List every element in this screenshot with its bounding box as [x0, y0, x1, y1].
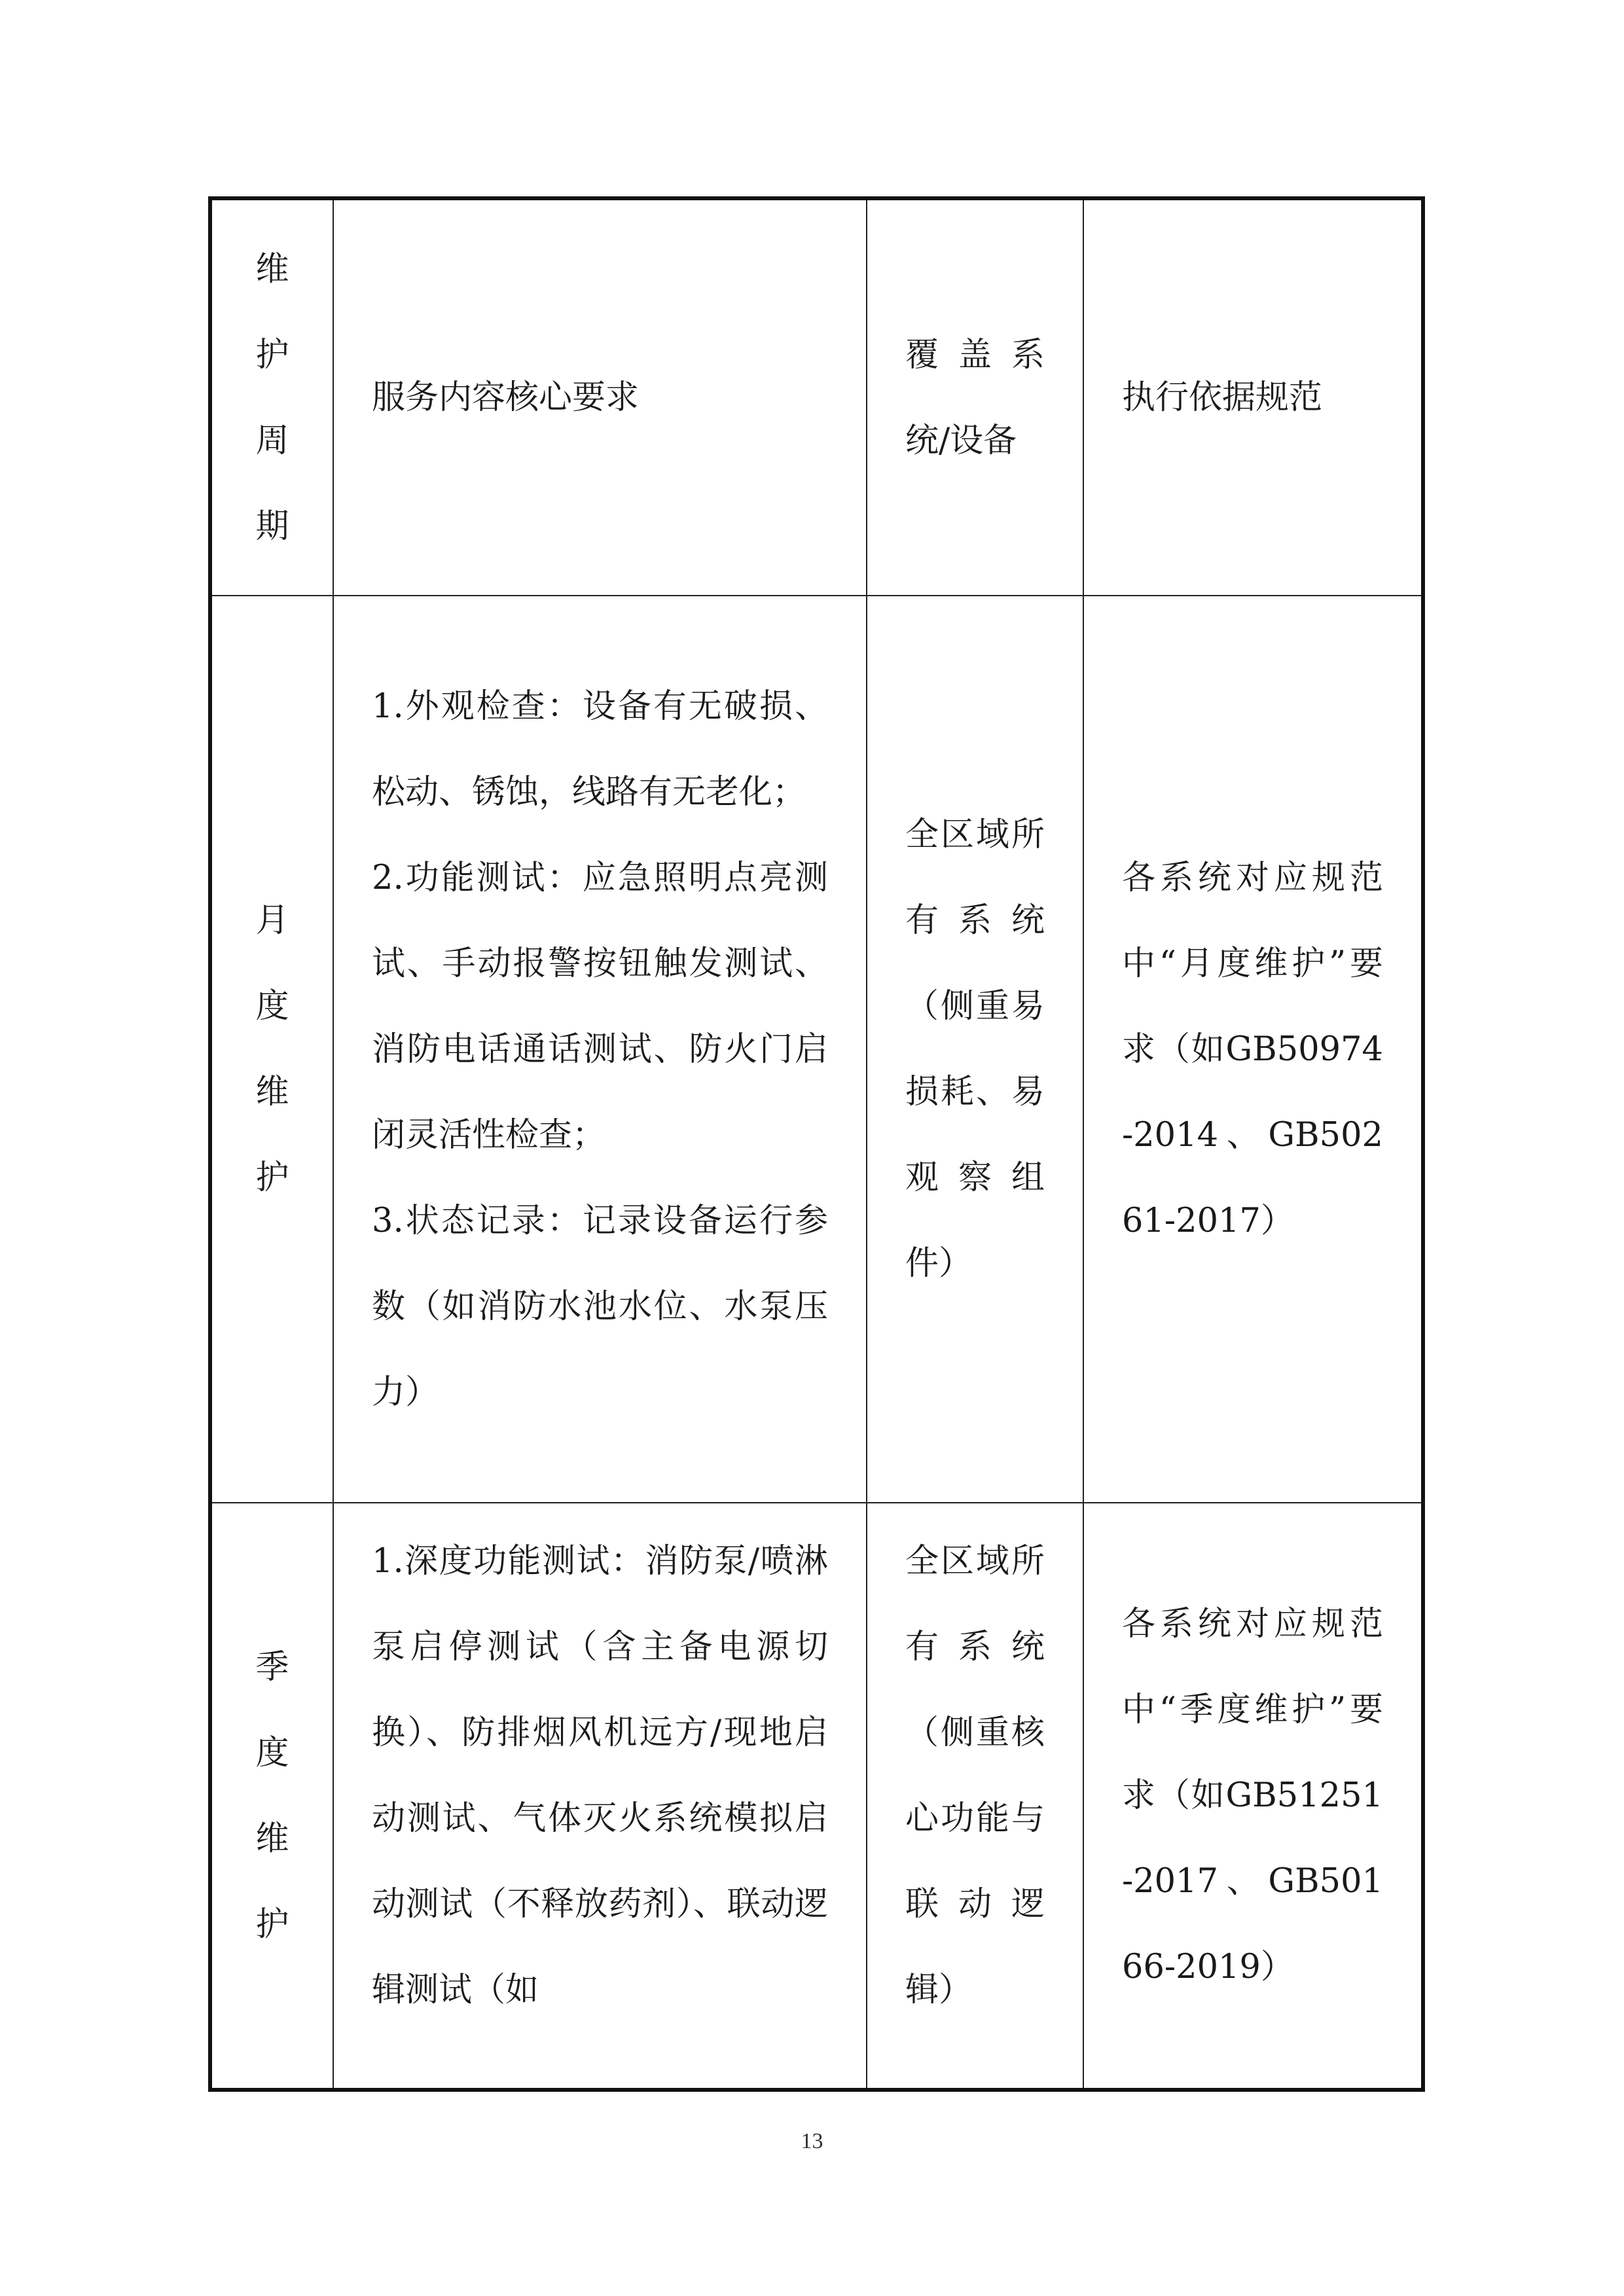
- header-content-cell: [333, 198, 867, 596]
- maintenance-table: [208, 196, 1425, 2092]
- content-item: 2.功能测试：应急照明点亮测试、手动报警按钮触发测试、消防电话通话测试、防火门启闭灵活性检查；: [372, 858, 828, 1155]
- table-row: [210, 596, 1423, 1503]
- header-basis-cell: [1083, 198, 1423, 596]
- system-cell: [867, 596, 1083, 1503]
- system-text: 全区域所有系统（侧重易损耗、易观察组件）: [905, 816, 1045, 1283]
- basis-cell: [1083, 1503, 1423, 2090]
- period-cell: [210, 596, 333, 1503]
- content-item: 3.状态记录：记录设备运行参数（如消防水池水位、水泵压力）: [372, 1201, 828, 1412]
- table-row: [210, 1503, 1423, 2090]
- content-item: 1.外观检查：设备有无破损、松动、锈蚀，线路有无老化；: [372, 687, 828, 812]
- system-cell: [867, 1503, 1083, 2090]
- table-header-row: [210, 198, 1423, 596]
- header-period: 维护周期: [255, 249, 289, 546]
- header-system: 覆盖系统/设备: [905, 335, 1045, 460]
- content-item: 1.深度功能测试：消防泵/喷淋泵启停测试（含主备电源切换）、防排烟风机远方/现地启动测试、气体灭火系统模拟启动测试（不释放药剂）、联动逻辑测试（如: [372, 1542, 828, 2009]
- basis-text: 各系统对应规范中“月度维护”要求（如GB50974-2014、GB50261-2017）: [1122, 858, 1383, 1240]
- header-system-cell: [867, 198, 1083, 596]
- page-number: 13: [801, 2129, 823, 2153]
- header-basis: 执行依据规范: [1122, 378, 1323, 417]
- period-label: 月度维护: [255, 901, 289, 1197]
- basis-text: 各系统对应规范中“季度维护”要求（如GB51251-2017、GB50166-2019）: [1122, 1605, 1383, 1986]
- period-label: 季度维护: [255, 1647, 289, 1944]
- header-period-cell: [210, 198, 333, 596]
- content-cell: [333, 1503, 867, 2090]
- period-cell: [210, 1503, 333, 2090]
- header-content: 服务内容核心要求: [372, 378, 640, 417]
- system-text: 全区域所有系统（侧重核心功能与联动逻辑）: [905, 1542, 1045, 2009]
- content-cell: [333, 596, 867, 1503]
- basis-cell: [1083, 596, 1423, 1503]
